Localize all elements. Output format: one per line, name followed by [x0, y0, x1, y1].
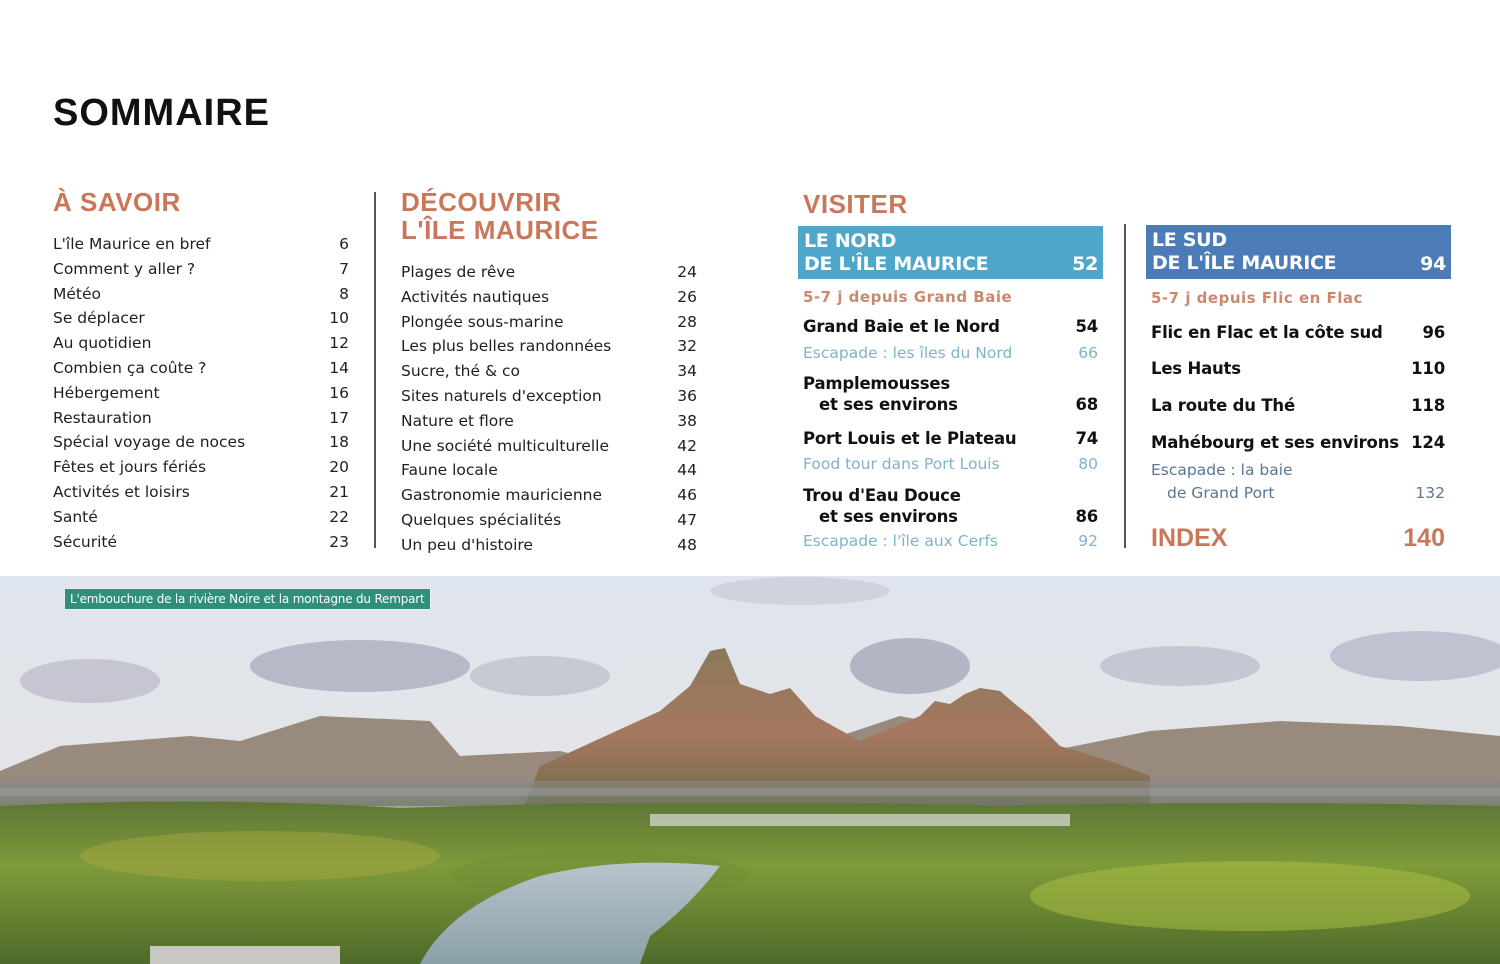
toc-sub-entry[interactable]: [803, 343, 1098, 364]
entry-label: La route du Thé: [1151, 396, 1295, 415]
toc-sub-entry[interactable]: [1151, 459, 1445, 505]
entry-page: 28: [677, 312, 697, 331]
entry-page: 54: [1075, 317, 1098, 336]
entry-label-line: Pamplemousses: [803, 374, 950, 393]
entry-page: 47: [677, 510, 697, 529]
entry-page: 20: [329, 458, 349, 477]
entry-page: 26: [677, 287, 697, 306]
entry-label: Combien ça coûte ?: [53, 358, 207, 377]
entry-label: Flic en Flac et la côte sud: [1151, 323, 1383, 342]
entry-label: Gastronomie mauricienne: [401, 486, 603, 505]
toc-entry[interactable]: [53, 406, 349, 431]
toc-entry[interactable]: [1151, 358, 1445, 379]
entry-label: Comment y aller ?: [53, 259, 196, 278]
section-decouvrir: [401, 188, 697, 558]
entry-page: 44: [677, 461, 697, 480]
entry-page: 24: [677, 263, 697, 281]
entry-page: 132: [1415, 484, 1445, 502]
section-heading: VISITER: [803, 189, 908, 219]
index-entry[interactable]: [1151, 524, 1445, 553]
entry-label: [803, 485, 961, 527]
entry-page: 34: [677, 362, 697, 381]
entry-label: Activités nautiques: [401, 287, 550, 306]
entry-label: Nature et flore: [401, 411, 514, 430]
region-title-line: LE NORD: [804, 230, 897, 252]
region-title-line: DE L'ÎLE MAURICE: [804, 253, 989, 275]
entry-page: 110: [1411, 359, 1445, 378]
toc-entry[interactable]: [803, 373, 1098, 415]
entry-label: Mahébourg et ses environs: [1151, 433, 1399, 452]
entry-label: Faune locale: [401, 461, 498, 480]
toc-entry[interactable]: [401, 260, 697, 285]
entry-label-line: Escapade : la baie: [1151, 461, 1293, 479]
entry-page: 68: [1075, 395, 1098, 414]
entry-page: 32: [677, 337, 697, 356]
entry-page: 17: [329, 408, 349, 427]
section-heading: [401, 188, 697, 244]
entry-label: Plages de rêve: [401, 263, 516, 281]
heading-line: DÉCOUVRIR: [401, 187, 562, 217]
toc-sub-entry[interactable]: [803, 531, 1098, 552]
toc-entry[interactable]: [401, 458, 697, 483]
toc-sub-entry[interactable]: [803, 454, 1098, 475]
toc-entry[interactable]: [53, 282, 349, 307]
entry-label: Se déplacer: [53, 309, 145, 328]
section-heading: À SAVOIR: [53, 187, 181, 217]
toc-entry[interactable]: [53, 356, 349, 381]
entry-page: 38: [677, 411, 697, 430]
entry-label: [803, 373, 958, 415]
entry-label: Plongée sous-marine: [401, 312, 564, 331]
toc-entry[interactable]: [803, 316, 1098, 337]
entry-label: Fêtes et jours fériés: [53, 458, 207, 477]
toc-entry[interactable]: [53, 257, 349, 282]
toc-entry[interactable]: [53, 480, 349, 505]
entry-label: Activités et loisirs: [53, 482, 190, 501]
entry-label: [1151, 459, 1293, 505]
column-divider: [374, 192, 376, 548]
toc-entry[interactable]: [53, 306, 349, 331]
entry-label: Sucre, thé & co: [401, 362, 520, 381]
toc-entry[interactable]: [401, 409, 697, 434]
entry-label: Quelques spécialités: [401, 510, 562, 529]
entry-page: 8: [339, 284, 349, 303]
toc-entry[interactable]: [53, 430, 349, 455]
entry-label: Escapade : les îles du Nord: [803, 344, 1013, 362]
itinerary-label: 5-7 j depuis Grand Baie: [803, 288, 1013, 306]
entry-page: 10: [329, 309, 349, 328]
entry-page: 36: [677, 386, 697, 405]
entry-label: Sites naturels d'exception: [401, 386, 602, 405]
photo-caption: L'embouchure de la rivière Noire et la montagne du Rempart: [64, 588, 431, 610]
entry-page: 118: [1411, 396, 1445, 415]
entry-label: Au quotidien: [53, 334, 152, 353]
entry-page: 86: [1075, 507, 1098, 526]
entry-label-line: et ses environs: [819, 507, 958, 526]
entry-page: 48: [677, 535, 697, 554]
entry-label: Food tour dans Port Louis: [803, 455, 1000, 473]
entry-label-line: et ses environs: [819, 395, 958, 414]
entry-label: Spécial voyage de noces: [53, 433, 246, 452]
region-title-line: LE SUD: [1152, 229, 1227, 251]
entry-label: Hébergement: [53, 383, 160, 402]
entry-label: Une société multiculturelle: [401, 436, 609, 455]
index-label: INDEX: [1151, 524, 1228, 552]
entry-label: Grand Baie et le Nord: [803, 317, 1000, 336]
entry-page: 7: [339, 259, 349, 278]
toc-entry[interactable]: [401, 310, 697, 335]
index-page: 140: [1403, 524, 1445, 552]
toc-entry[interactable]: [53, 331, 349, 356]
toc-entry[interactable]: [53, 505, 349, 530]
region-page-number: 52: [1072, 253, 1098, 275]
entry-page: 21: [329, 482, 349, 501]
entry-page: 124: [1411, 433, 1445, 452]
toc-list: [401, 260, 697, 558]
toc-entry[interactable]: [53, 232, 349, 257]
landscape-illustration: [0, 576, 1500, 964]
landscape-photo: [0, 576, 1500, 964]
toc-entry[interactable]: [53, 530, 349, 555]
toc-entry[interactable]: [803, 485, 1098, 527]
entry-page: 14: [329, 358, 349, 377]
toc-entry[interactable]: [803, 428, 1098, 449]
page-title: SOMMAIRE: [53, 92, 270, 134]
itinerary-label: 5-7 j depuis Flic en Flac: [1151, 289, 1363, 307]
region-title-line: DE L'ÎLE MAURICE: [1152, 252, 1337, 274]
entry-page: 42: [677, 436, 697, 455]
toc-entry[interactable]: [401, 483, 697, 508]
entry-label: Sécurité: [53, 532, 118, 551]
entry-page: 18: [329, 433, 349, 452]
entry-page: 16: [329, 383, 349, 402]
toc-entry[interactable]: [53, 455, 349, 480]
entry-page: 23: [329, 532, 349, 551]
toc-entry[interactable]: [401, 285, 697, 310]
entry-label: Météo: [53, 284, 102, 303]
entry-page: 80: [1078, 455, 1098, 473]
toc-entry[interactable]: [401, 434, 697, 459]
entry-page: 96: [1422, 323, 1445, 342]
toc-entry[interactable]: [1151, 322, 1445, 343]
entry-label-line: de Grand Port: [1167, 484, 1275, 502]
entry-label: Les Hauts: [1151, 359, 1241, 378]
region-page-number: 94: [1420, 253, 1446, 275]
toc-entry[interactable]: [401, 359, 697, 384]
toc-entry[interactable]: [53, 381, 349, 406]
entry-label: Santé: [53, 507, 98, 526]
entry-label: Les plus belles randonnées: [401, 337, 612, 356]
region-box-sud[interactable]: [1146, 225, 1451, 279]
entry-page: 74: [1075, 429, 1098, 448]
column-divider: [1124, 224, 1126, 548]
entry-label: L'île Maurice en bref: [53, 235, 211, 253]
toc-entry[interactable]: [401, 508, 697, 533]
toc-entry[interactable]: [1151, 432, 1445, 453]
entry-page: 6: [339, 235, 349, 253]
entry-label: Restauration: [53, 408, 152, 427]
toc-list: [53, 232, 349, 554]
entry-label: Port Louis et le Plateau: [803, 429, 1017, 448]
toc-entry[interactable]: [401, 384, 697, 409]
toc-entry[interactable]: [401, 533, 697, 558]
toc-entry[interactable]: [1151, 395, 1445, 416]
entry-label-line: Trou d'Eau Douce: [803, 486, 961, 505]
entry-page: 66: [1078, 344, 1098, 362]
entry-page: 12: [329, 334, 349, 353]
region-box-nord[interactable]: [798, 226, 1103, 279]
entry-page: 22: [329, 507, 349, 526]
toc-entry[interactable]: [401, 334, 697, 359]
entry-page: 92: [1078, 532, 1098, 550]
heading-line: L'ÎLE MAURICE: [401, 215, 599, 245]
entry-page: 46: [677, 486, 697, 505]
entry-label: Un peu d'histoire: [401, 535, 533, 554]
entry-label: Escapade : l'île aux Cerfs: [803, 532, 999, 550]
section-a-savoir: [53, 188, 349, 554]
